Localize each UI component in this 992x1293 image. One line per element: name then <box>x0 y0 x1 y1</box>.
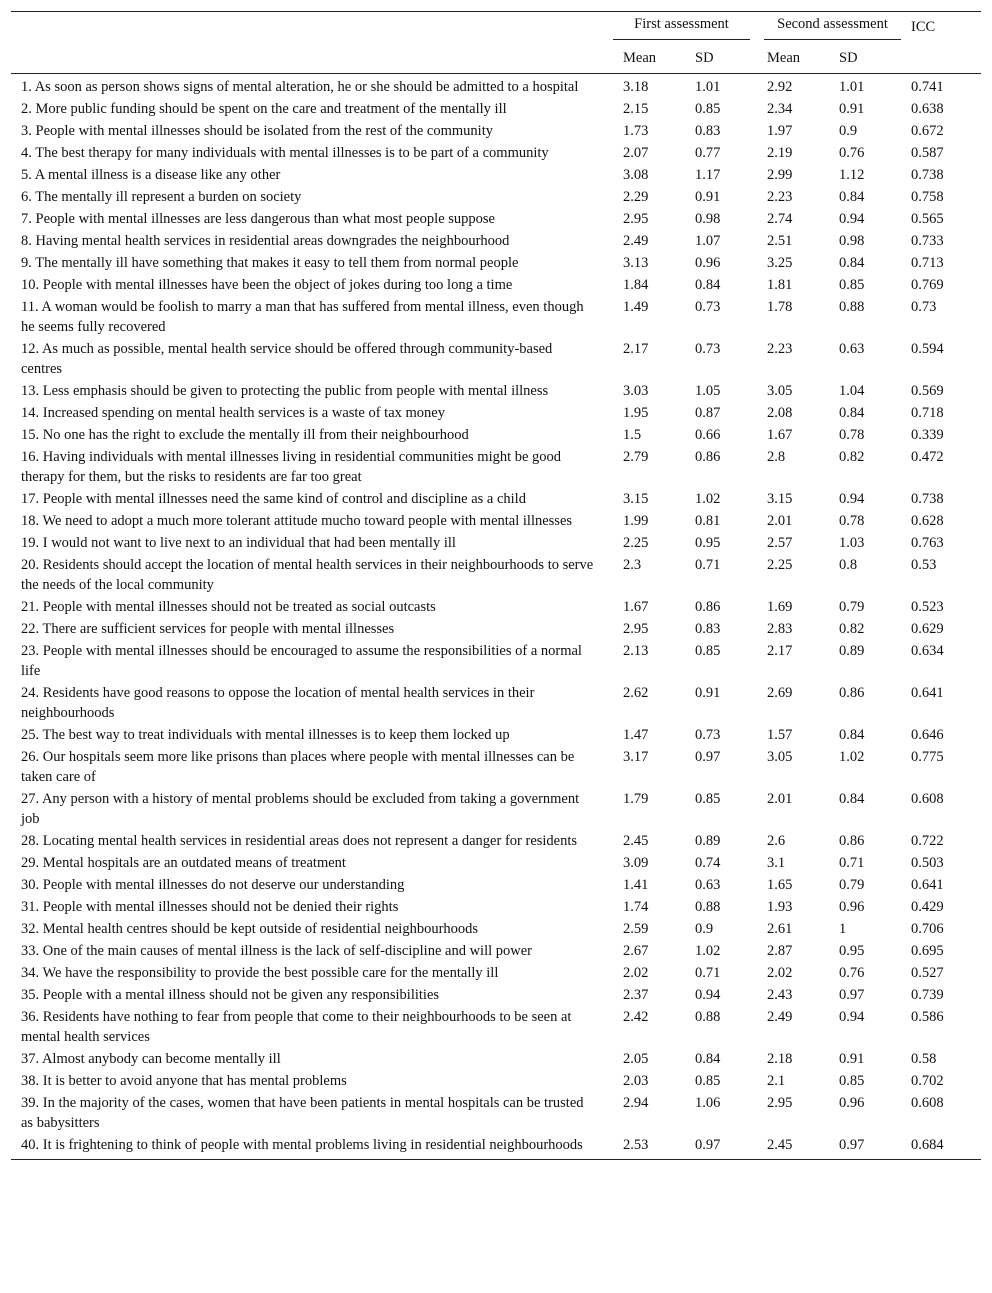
sd-first: 0.86 <box>695 449 721 465</box>
sd-second: 0.8 <box>839 557 858 573</box>
sd-first: 0.73 <box>695 727 721 743</box>
icc-value: 0.638 <box>911 101 944 117</box>
sd-first: 0.74 <box>695 855 721 871</box>
icc-value: 0.586 <box>911 1009 944 1025</box>
sd-second: 0.94 <box>839 1009 865 1025</box>
mean-first: 3.09 <box>623 855 649 871</box>
mean-second: 2.6 <box>767 833 786 849</box>
mean-first: 3.17 <box>623 749 649 765</box>
mean-second: 3.05 <box>767 749 793 765</box>
item-text: 35. People with a mental illness should not be given any responsibilities <box>21 987 440 1003</box>
sd-first: 1.02 <box>695 491 721 507</box>
item-text: 22. There are sufficient services for people with mental illnesses <box>21 621 395 637</box>
item-text: 12. As much as possible, mental health service should be offered through community-based centres <box>21 341 553 377</box>
sd-second: 1 <box>839 921 847 937</box>
icc-value: 0.641 <box>911 877 944 893</box>
mean-second: 2.51 <box>767 233 793 249</box>
mean-second: 2.19 <box>767 145 793 161</box>
mean-first: 1.79 <box>623 791 649 807</box>
mean-second: 1.69 <box>767 599 793 615</box>
mean-second: 2.83 <box>767 621 793 637</box>
mean-first: 3.03 <box>623 383 649 399</box>
mean-first: 1.95 <box>623 405 649 421</box>
icc-value: 0.587 <box>911 145 944 161</box>
table-row <box>11 252 981 274</box>
mean-second: 2.01 <box>767 513 793 529</box>
item-text: 15. No one has the right to exclude the mentally ill from their neighbourhood <box>21 427 469 443</box>
mean-first: 2.67 <box>623 943 649 959</box>
item-text: 39. In the majority of the cases, women that have been patients in mental hospitals can be trusted as babysitters <box>21 1095 584 1131</box>
mean-second: 2.18 <box>767 1051 793 1067</box>
header-item-blank-sub <box>11 43 613 74</box>
table-row <box>11 788 981 830</box>
mean-second: 2.1 <box>767 1073 786 1089</box>
sd-first: 0.88 <box>695 1009 721 1025</box>
sd-first: 0.97 <box>695 749 721 765</box>
item-text: 11. A woman would be foolish to marry a man that has suffered from mental illness, even though he seems fully recovered <box>21 299 584 335</box>
mean-second: 2.95 <box>767 1095 793 1111</box>
item-text: 18. We need to adopt a much more tolerant attitude mucho toward people with mental illnesses <box>21 513 573 529</box>
sd-first: 1.17 <box>695 167 721 183</box>
icc-value: 0.672 <box>911 123 944 139</box>
sd-first: 0.85 <box>695 791 721 807</box>
sd-second: 0.78 <box>839 513 865 529</box>
mean-second: 2.23 <box>767 341 793 357</box>
mean-second: 1.67 <box>767 427 793 443</box>
sd-second: 0.95 <box>839 943 865 959</box>
icc-value: 0.594 <box>911 341 944 357</box>
icc-value: 0.741 <box>911 79 944 95</box>
item-text: 34. We have the responsibility to provide the best possible care for the mentally ill <box>21 965 499 981</box>
mean-first: 3.13 <box>623 255 649 271</box>
mean-second: 2.74 <box>767 211 793 227</box>
table-row <box>11 120 981 142</box>
mean-second: 1.93 <box>767 899 793 915</box>
icc-value: 0.628 <box>911 513 944 529</box>
table-header <box>11 12 981 74</box>
sd-first: 0.77 <box>695 145 721 161</box>
table-row <box>11 918 981 940</box>
sd-second: 0.79 <box>839 599 865 615</box>
item-text: 4. The best therapy for many individuals with mental illnesses is to be part of a community <box>21 145 549 161</box>
item-text: 5. A mental illness is a disease like any other <box>21 167 281 183</box>
sd-first: 0.71 <box>695 557 721 573</box>
item-text: 23. People with mental illnesses should be encouraged to assume the responsibilities of a normal life <box>21 643 582 679</box>
icc-value: 0.339 <box>911 427 944 443</box>
table-row <box>11 296 981 338</box>
icc-value: 0.629 <box>911 621 944 637</box>
sd-second: 1.02 <box>839 749 865 765</box>
mean-second: 2.49 <box>767 1009 793 1025</box>
header-sd-first: SD <box>685 43 757 74</box>
icc-value: 0.739 <box>911 987 944 1003</box>
mean-second: 2.8 <box>767 449 786 465</box>
header-mean-second: Mean <box>757 43 829 74</box>
item-text: 13. Less emphasis should be given to protecting the public from people with mental illness <box>21 383 549 399</box>
item-text: 40. It is frightening to think of people with mental problems living in residential neighbourhoods <box>11 1134 613 1160</box>
table-row <box>11 852 981 874</box>
icc-value: 0.713 <box>911 255 944 271</box>
sd-first: 0.94 <box>695 987 721 1003</box>
sd-first: 0.85 <box>695 643 721 659</box>
item-text: 29. Mental hospitals are an outdated means of treatment <box>21 855 346 871</box>
sd-second: 0.84 <box>839 255 865 271</box>
mean-second: 3.25 <box>767 255 793 271</box>
sd-second: 0.82 <box>839 449 865 465</box>
mean-second: 1.65 <box>767 877 793 893</box>
sd-second: 0.88 <box>839 299 865 315</box>
sd-first: 0.91 <box>695 189 721 205</box>
sd-first: 0.81 <box>695 513 721 529</box>
icc-value: 0.472 <box>911 449 944 465</box>
mean-first: 2.07 <box>623 145 649 161</box>
item-text: 30. People with mental illnesses do not deserve our understanding <box>21 877 405 893</box>
sd-second: 0.84 <box>839 727 865 743</box>
item-text: 32. Mental health centres should be kept outside of residential neighbourhoods <box>21 921 479 937</box>
item-text: 17. People with mental illnesses need the same kind of control and discipline as a child <box>21 491 526 507</box>
mean-second: 2.23 <box>767 189 793 205</box>
mean-first: 1.73 <box>623 123 649 139</box>
icc-value: 0.684 <box>901 1134 981 1160</box>
table-row <box>11 596 981 618</box>
table-row <box>11 682 981 724</box>
icc-value: 0.429 <box>911 899 944 915</box>
table-row <box>11 746 981 788</box>
header-icc-blank <box>901 43 981 74</box>
mean-first: 2.29 <box>623 189 649 205</box>
icc-value: 0.718 <box>911 405 944 421</box>
header-item-blank <box>11 12 613 44</box>
table-row <box>11 208 981 230</box>
item-text: 26. Our hospitals seem more like prisons than places where people with mental illnesses can be taken care of <box>21 749 575 785</box>
table-row <box>11 874 981 896</box>
mean-second: 2.34 <box>767 101 793 117</box>
icc-value: 0.569 <box>911 383 944 399</box>
sd-second: 1.03 <box>839 535 865 551</box>
table-row <box>11 164 981 186</box>
item-text: 31. People with mental illnesses should not be denied their rights <box>21 899 399 915</box>
sd-second: 0.94 <box>839 491 865 507</box>
table-row <box>11 640 981 682</box>
mean-first: 2.45 <box>623 833 649 849</box>
item-text: 37. Almost anybody can become mentally ill <box>21 1051 281 1067</box>
sd-second: 1.04 <box>839 383 865 399</box>
table-body <box>11 74 981 1160</box>
table-row <box>11 724 981 746</box>
mean-first: 2.03 <box>623 1073 649 1089</box>
mean-second: 2.43 <box>767 987 793 1003</box>
table-row <box>11 1006 981 1048</box>
icc-value: 0.73 <box>911 299 937 315</box>
sd-second: 0.97 <box>839 987 865 1003</box>
sd-first: 0.83 <box>695 621 721 637</box>
table-row <box>11 338 981 380</box>
header-second-assessment: Second assessment <box>757 12 901 44</box>
item-text: 24. Residents have good reasons to oppose the location of mental health services in their neighbourhoods <box>21 685 535 721</box>
sd-second: 0.82 <box>839 621 865 637</box>
icc-value: 0.702 <box>911 1073 944 1089</box>
mean-first: 1.5 <box>623 427 642 443</box>
mean-first: 2.37 <box>623 987 649 1003</box>
mean-first: 2.62 <box>623 685 649 701</box>
table-row <box>11 830 981 852</box>
item-text: 20. Residents should accept the location of mental health services in their neighbourhoods to serve the needs of the local community <box>21 557 594 593</box>
sd-first: 1.01 <box>695 79 721 95</box>
sd-first: 0.95 <box>695 535 721 551</box>
sd-second: 0.96 <box>839 1095 865 1111</box>
sd-second: 0.84 <box>839 189 865 205</box>
sd-first: 0.83 <box>695 123 721 139</box>
mean-first: 2.13 <box>623 643 649 659</box>
sd-first: 0.86 <box>695 599 721 615</box>
icc-value: 0.695 <box>911 943 944 959</box>
sd-second: 0.98 <box>839 233 865 249</box>
sd-first: 0.84 <box>695 1051 721 1067</box>
table-row <box>11 488 981 510</box>
table-row <box>11 984 981 1006</box>
mean-second: 2.57 <box>767 535 793 551</box>
icc-value: 0.523 <box>911 599 944 615</box>
sd-second: 0.78 <box>839 427 865 443</box>
item-text: 19. I would not want to live next to an individual that had been mentally ill <box>21 535 456 551</box>
mean-first: 2.15 <box>623 101 649 117</box>
mean-first: 3.15 <box>623 491 649 507</box>
sd-second: 0.89 <box>839 643 865 659</box>
mean-second: 2.02 <box>767 965 793 981</box>
item-text: 16. Having individuals with mental illnesses living in residential communities might be good therapy for them, but the risks to residents are far too great <box>21 449 562 485</box>
mean-first: 3.18 <box>623 79 649 95</box>
header-first-assessment: First assessment <box>613 12 757 44</box>
item-text: 27. Any person with a history of mental problems should be excluded from taking a government job <box>21 791 580 827</box>
sd-second: 0.97 <box>829 1134 901 1160</box>
sd-first: 0.96 <box>695 255 721 271</box>
sd-first: 0.87 <box>695 405 721 421</box>
results-table-container <box>11 11 981 1160</box>
item-text: 21. People with mental illnesses should not be treated as social outcasts <box>21 599 436 615</box>
mean-first: 2.02 <box>623 965 649 981</box>
header-mean-first: Mean <box>613 43 685 74</box>
sd-second: 0.63 <box>839 341 865 357</box>
mean-second: 2.87 <box>767 943 793 959</box>
table-row <box>11 186 981 208</box>
mean-first: 2.42 <box>623 1009 649 1025</box>
sd-second: 0.91 <box>839 1051 865 1067</box>
sd-first: 0.66 <box>695 427 721 443</box>
sd-first: 1.02 <box>695 943 721 959</box>
mean-second: 1.78 <box>767 299 793 315</box>
mean-second: 2.08 <box>767 405 793 421</box>
mean-second: 2.17 <box>767 643 793 659</box>
table-row <box>11 618 981 640</box>
item-text: 33. One of the main causes of mental illness is the lack of self-discipline and will power <box>21 943 532 959</box>
icc-value: 0.641 <box>911 685 944 701</box>
sd-first: 0.84 <box>695 277 721 293</box>
mean-second: 1.81 <box>767 277 793 293</box>
item-text: 7. People with mental illnesses are less dangerous than what most people suppose <box>21 211 495 227</box>
table-row <box>11 510 981 532</box>
item-text: 10. People with mental illnesses have been the object of jokes during too long a time <box>21 277 513 293</box>
table-row <box>11 142 981 164</box>
icc-value: 0.769 <box>911 277 944 293</box>
icc-value: 0.775 <box>911 749 944 765</box>
mean-second: 2.99 <box>767 167 793 183</box>
table-row <box>11 1092 981 1134</box>
table-row <box>11 274 981 296</box>
sd-first: 0.73 <box>695 299 721 315</box>
table-row <box>11 402 981 424</box>
sd-second: 0.84 <box>839 405 865 421</box>
mean-first: 2.49 <box>623 233 649 249</box>
item-text: 14. Increased spending on mental health services is a waste of tax money <box>21 405 445 421</box>
mean-first: 1.41 <box>623 877 649 893</box>
sd-first: 0.73 <box>695 341 721 357</box>
mean-first: 2.05 <box>623 1051 649 1067</box>
sd-second: 0.86 <box>839 833 865 849</box>
table-row <box>11 962 981 984</box>
icc-value: 0.758 <box>911 189 944 205</box>
mean-second: 2.45 <box>757 1134 829 1160</box>
sd-first: 0.91 <box>695 685 721 701</box>
mean-first: 2.79 <box>623 449 649 465</box>
sd-second: 0.85 <box>839 1073 865 1089</box>
item-text: 9. The mentally ill have something that makes it easy to tell them from normal people <box>21 255 519 271</box>
mean-second: 3.05 <box>767 383 793 399</box>
mean-second: 3.15 <box>767 491 793 507</box>
table-row <box>11 446 981 488</box>
sd-second: 0.9 <box>839 123 858 139</box>
sd-first: 0.71 <box>695 965 721 981</box>
sd-first: 0.85 <box>695 101 721 117</box>
mean-second: 1.57 <box>767 727 793 743</box>
sd-first: 0.85 <box>695 1073 721 1089</box>
sd-second: 0.84 <box>839 791 865 807</box>
table-row <box>11 896 981 918</box>
sd-first: 0.97 <box>685 1134 757 1160</box>
mean-first: 2.95 <box>623 621 649 637</box>
table-row <box>11 424 981 446</box>
icc-value: 0.634 <box>911 643 944 659</box>
mean-second: 2.61 <box>767 921 793 937</box>
table-row <box>11 380 981 402</box>
mean-first: 2.59 <box>623 921 649 937</box>
icc-value: 0.733 <box>911 233 944 249</box>
icc-value: 0.53 <box>911 557 937 573</box>
icc-value: 0.738 <box>911 167 944 183</box>
sd-second: 0.71 <box>839 855 865 871</box>
icc-value: 0.58 <box>911 1051 937 1067</box>
sd-first: 0.63 <box>695 877 721 893</box>
sd-second: 0.76 <box>839 965 865 981</box>
table-row <box>11 1134 981 1160</box>
mean-first: 2.95 <box>623 211 649 227</box>
icc-value: 0.565 <box>911 211 944 227</box>
mean-first: 1.67 <box>623 599 649 615</box>
sd-first: 1.07 <box>695 233 721 249</box>
mean-first: 1.47 <box>623 727 649 743</box>
icc-value: 0.706 <box>911 921 944 937</box>
item-text: 1. As soon as person shows signs of mental alteration, he or she should be admitted to a hospital <box>21 79 579 95</box>
mean-second: 2.69 <box>767 685 793 701</box>
sd-first: 0.98 <box>695 211 721 227</box>
mean-first: 2.25 <box>623 535 649 551</box>
mean-first: 2.17 <box>623 341 649 357</box>
header-icc: ICC <box>901 12 981 44</box>
sd-second: 0.96 <box>839 899 865 915</box>
icc-value: 0.608 <box>911 1095 944 1111</box>
sd-first: 0.88 <box>695 899 721 915</box>
item-text: 25. The best way to treat individuals with mental illnesses is to keep them locked up <box>21 727 510 743</box>
sd-first: 0.89 <box>695 833 721 849</box>
sd-second: 0.91 <box>839 101 865 117</box>
sd-second: 1.12 <box>839 167 865 183</box>
item-text: 36. Residents have nothing to fear from people that come to their neighbourhoods to be seen at mental health services <box>21 1009 572 1045</box>
mean-first: 2.3 <box>623 557 642 573</box>
mean-second: 2.01 <box>767 791 793 807</box>
mean-first: 1.99 <box>623 513 649 529</box>
mean-first: 1.84 <box>623 277 649 293</box>
table-row <box>11 532 981 554</box>
sd-first: 1.06 <box>695 1095 721 1111</box>
icc-value: 0.646 <box>911 727 944 743</box>
results-table <box>11 11 981 1160</box>
sd-second: 0.76 <box>839 145 865 161</box>
table-row <box>11 940 981 962</box>
mean-first: 1.74 <box>623 899 649 915</box>
table-row <box>11 1048 981 1070</box>
item-text: 3. People with mental illnesses should be isolated from the rest of the community <box>21 123 493 139</box>
mean-second: 1.97 <box>767 123 793 139</box>
item-text: 28. Locating mental health services in residential areas does not represent a danger for residents <box>21 833 578 849</box>
mean-first: 1.49 <box>623 299 649 315</box>
icc-value: 0.527 <box>911 965 944 981</box>
icc-value: 0.722 <box>911 833 944 849</box>
table-row <box>11 74 981 99</box>
sd-second: 0.85 <box>839 277 865 293</box>
item-text: 2. More public funding should be spent on the care and treatment of the mentally ill <box>21 101 507 117</box>
mean-first: 2.94 <box>623 1095 649 1111</box>
item-text: 6. The mentally ill represent a burden on society <box>21 189 302 205</box>
mean-second: 3.1 <box>767 855 786 871</box>
table-row <box>11 554 981 596</box>
icc-value: 0.763 <box>911 535 944 551</box>
item-text: 8. Having mental health services in residential areas downgrades the neighbourhood <box>21 233 510 249</box>
table-row <box>11 230 981 252</box>
icc-value: 0.608 <box>911 791 944 807</box>
table-row <box>11 1070 981 1092</box>
mean-first: 3.08 <box>623 167 649 183</box>
item-text: 38. It is better to avoid anyone that has mental problems <box>21 1073 347 1089</box>
sd-first: 0.9 <box>695 921 714 937</box>
icc-value: 0.503 <box>911 855 944 871</box>
mean-first: 2.53 <box>613 1134 685 1160</box>
icc-value: 0.738 <box>911 491 944 507</box>
sd-second: 1.01 <box>839 79 865 95</box>
sd-second: 0.94 <box>839 211 865 227</box>
mean-second: 2.92 <box>767 79 793 95</box>
header-sd-second: SD <box>829 43 901 74</box>
table-row <box>11 98 981 120</box>
sd-second: 0.86 <box>839 685 865 701</box>
sd-first: 1.05 <box>695 383 721 399</box>
sd-second: 0.79 <box>839 877 865 893</box>
mean-second: 2.25 <box>767 557 793 573</box>
